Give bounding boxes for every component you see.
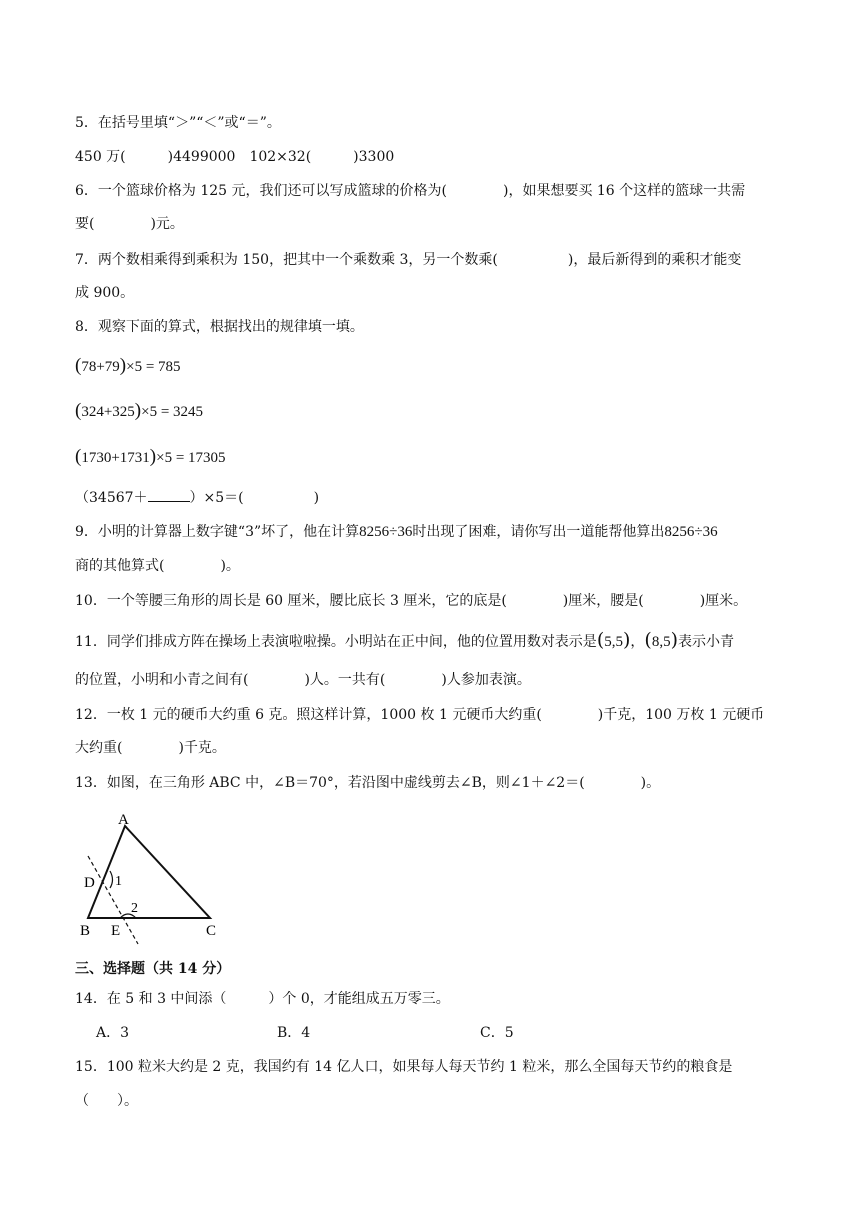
q8-eq4-blank bbox=[148, 487, 190, 502]
q8-equation-2: (324+325)×5 = 3245 bbox=[75, 400, 204, 421]
q8-eq4-start: （34567＋ bbox=[75, 490, 148, 506]
q8-eq1-inner: 78+79 bbox=[81, 359, 120, 375]
q11-coord-xiaoming: 5,5 bbox=[604, 634, 623, 650]
q10-line1: 10．一个等腰三角形的周长是 60 厘米，腰比底长 3 厘米，它的底是( )厘米，腰是( )厘米。 bbox=[75, 593, 748, 609]
label-D: D bbox=[84, 875, 95, 891]
q14-stem: 14．在 5 和 3 中间添（ ）个 0，才能组成五万零三。 bbox=[75, 991, 450, 1007]
label-B: B bbox=[80, 923, 91, 939]
label-C: C bbox=[206, 923, 217, 939]
label-angle-2: 2 bbox=[131, 901, 138, 916]
triangle-figure bbox=[70, 808, 230, 948]
q9-line1-a: 9．小明的计算器上数字键“3”坏了，他在计算 bbox=[75, 524, 360, 540]
q9-line1-b: 时出现了困难，请你写出一道能帮他算出 bbox=[412, 524, 665, 540]
label-angle-1: 1 bbox=[115, 874, 122, 889]
q8-equation-4 bbox=[75, 487, 319, 508]
q7-line2: 成 900。 bbox=[75, 285, 135, 301]
q8-eq1-rest: ×5 = 785 bbox=[126, 359, 181, 375]
q9-expr-1: 8256÷36 bbox=[359, 524, 413, 540]
q11-line1: 11．同学们排成方阵在操场上表演啦啦操。小明站在正中间，他的位置用数对表示是(5,5)，(8,5)表示小青 bbox=[75, 629, 734, 651]
angle-1-arc bbox=[110, 871, 113, 888]
label-A: A bbox=[118, 812, 129, 828]
label-E: E bbox=[111, 923, 121, 939]
q15-line1: 15．100 粒米大约是 2 克，我国约有 14 亿人口，如果每人每天节约 1 粒米，那么全国每天节约的粮食是 bbox=[75, 1059, 733, 1075]
q9-expr-2: 8256÷36 bbox=[664, 524, 718, 540]
q11-coord-xiaoqing: 8,5 bbox=[651, 634, 671, 650]
q5-items: 450 万( )4499000 102×32( )3300 bbox=[75, 149, 395, 165]
q8-equation-3: (1730+1731)×5 = 17305 bbox=[75, 446, 226, 467]
q8-eq2-rest: ×5 = 3245 bbox=[141, 404, 204, 420]
q8-eq3-rest: ×5 = 17305 bbox=[156, 450, 226, 466]
q6-line1: 6．一个篮球价格为 125 元，我们还可以写成篮球的价格为( )，如果想要买 16 个这样的篮球一共需 bbox=[75, 183, 746, 199]
q9-line1 bbox=[75, 522, 718, 542]
q8-equation-1: (78+79)×5 = 785 bbox=[75, 355, 181, 376]
triangle-abc bbox=[88, 826, 210, 918]
q12-line1: 12．一枚 1 元的硬币大约重 6 克。照这样计算，1000 枚 1 元硬币大约重( )千克，100 万枚 1 元硬币 bbox=[75, 707, 765, 723]
q15-line2: （ ）。 bbox=[75, 1093, 138, 1109]
q11-line1-b: 表示小青 bbox=[678, 634, 734, 650]
q8-eq3-inner: 1730+1731 bbox=[81, 450, 150, 466]
q12-line2: 大约重( )千克。 bbox=[75, 740, 226, 756]
section-3-title: 三、选择题（共 14 分） bbox=[75, 961, 231, 977]
q9-line2: 商的其他算式( )。 bbox=[75, 558, 240, 574]
q14-option-a: A．3 bbox=[96, 1025, 130, 1041]
q14-option-c: C．5 bbox=[480, 1025, 514, 1041]
q14-option-b: B．4 bbox=[277, 1025, 311, 1041]
q8-eq4-end: ）×5＝( ) bbox=[189, 490, 320, 506]
q11-coord-sep: ， bbox=[630, 634, 645, 650]
q11-line2: 的位置，小明和小青之间有( )人。一共有( )人参加表演。 bbox=[75, 672, 531, 688]
q8-stem: 8．观察下面的算式，根据找出的规律填一填。 bbox=[75, 319, 364, 335]
q7-line1: 7．两个数相乘得到乘积为 150，把其中一个乘数乘 3，另一个数乘( )，最后新得到的乘积才能变 bbox=[75, 252, 742, 268]
q6-line2: 要( )元。 bbox=[75, 216, 184, 232]
q5-stem: 5．在括号里填“＞”“＜”或“＝”。 bbox=[75, 115, 281, 131]
q11-line1-a: 11．同学们排成方阵在操场上表演啦啦操。小明站在正中间，他的位置用数对表示是 bbox=[75, 634, 597, 650]
q8-eq2-inner: 324+325 bbox=[81, 404, 135, 420]
q13-line1: 13．如图，在三角形 ABC 中，∠B＝70°，若沿图中虚线剪去∠B，则∠1＋∠2＝( )。 bbox=[75, 775, 661, 791]
